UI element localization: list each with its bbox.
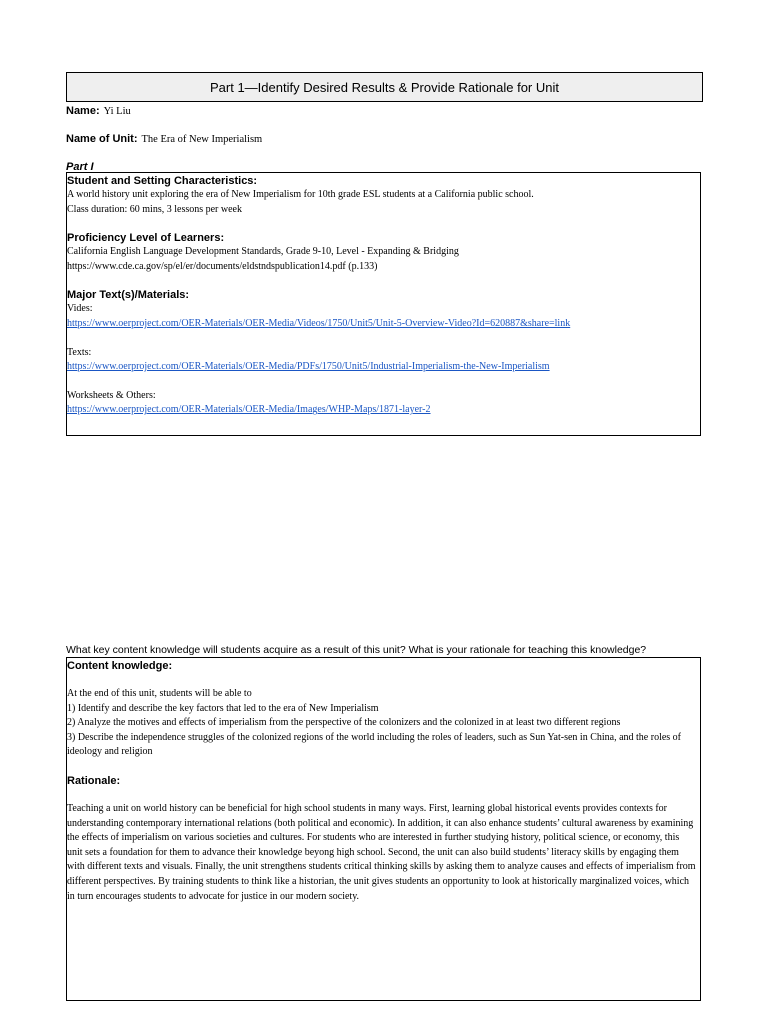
content-item: 1) Identify and describe the key factors that led to the era of New Imperialism [67, 702, 379, 714]
videos-link[interactable]: https://www.oerproject.com/OER-Materials/OER-Media/Videos/1750/Unit5/Unit-5-Overview-Video?Id=620887&share=link [67, 317, 571, 329]
content-item: 3) Describe the independence struggles of the colonized regions of the world including the roles of leaders, such as Sun Yat-sen in China, and the roles of ideology and religion [67, 731, 682, 758]
worksheets-label: Worksheets & Others: [67, 389, 156, 401]
proficiency-line: California English Language Development Standards, Grade 9-10, Level - Expanding & Bridging [67, 246, 459, 258]
texts-label: Texts: [67, 346, 92, 358]
content-knowledge-heading: Content knowledge: [67, 660, 173, 672]
rationale-paragraph: Teaching a unit on world history can be beneficial for high school students in many ways. First, learning global historical events provides contexts for understanding contemporary international relations (both political and economic). In addition, it can also enhance students’ cultural awareness by examining the effects of imperialism on various societies and cultures. For students who are interested in further studying history, political science, or economy, this unit sets a foundation for them to advance their knowledge beyong high school. Second, the unit can also build students’ literacy skills by engaging them with different texts and visuals. Finally, the unit strengthens students critical thinking skills by asking them to analyze causes and effects of imperialism from different perspectives. By training students to think like a historian, the unit gives students an opportunity to look at historically marginalized voices, which in turn encourages students to advocate for justice in our modern society. [67, 802, 696, 902]
student-setting-line: A world history unit exploring the era of New Imperialism for 10th grade ESL students at a California public school. [67, 189, 534, 200]
name-row [66, 101, 131, 119]
page-title: Part 1—Identify Desired Results & Provide Rationale for Unit [210, 79, 559, 95]
content-item: 2) Analyze the motives and effects of imperialism from the perspective of the colonizers and the colonized in at least two different regions [67, 717, 621, 729]
proficiency-url: https://www.cde.ca.gov/sp/el/er/documents/eldstndspublication14.pdf (p.133) [67, 260, 378, 272]
part-label: Part I [66, 161, 94, 173]
name-label: Name: [66, 105, 100, 117]
unit-name-row [66, 129, 262, 147]
content-rationale-box [66, 657, 701, 1001]
proficiency-heading: Proficiency Level of Learners: [67, 232, 225, 245]
texts-link[interactable]: https://www.oerproject.com/OER-Materials/OER-Media/PDFs/1750/Unit5/Industrial-Imperialism-the-New-Imperialism [67, 361, 550, 373]
name-value: Yi Liu [103, 106, 131, 117]
materials-heading: Major Text(s)/Materials: [67, 289, 190, 302]
worksheets-link[interactable]: https://www.oerproject.com/OER-Materials/OER-Media/Images/WHP-Maps/1871-layer-2 [67, 404, 431, 416]
page-header [66, 72, 703, 102]
content-intro: At the end of this unit, students will be able to [67, 688, 252, 699]
videos-label: Vides: [67, 303, 93, 315]
unit-name-label: Name of Unit: [66, 133, 138, 145]
student-setting-line: Class duration: 60 mins, 3 lessons per week [67, 203, 242, 215]
unit-name-value: The Era of New Imperialism [141, 134, 263, 145]
content-question: What key content knowledge will students acquire as a result of this unit? What is your rationale for teaching this knowledge? [66, 644, 647, 656]
rationale-heading: Rationale: [67, 774, 121, 787]
student-setting-heading: Student and Setting Characteristics: [67, 175, 258, 187]
setting-materials-box [66, 172, 701, 436]
